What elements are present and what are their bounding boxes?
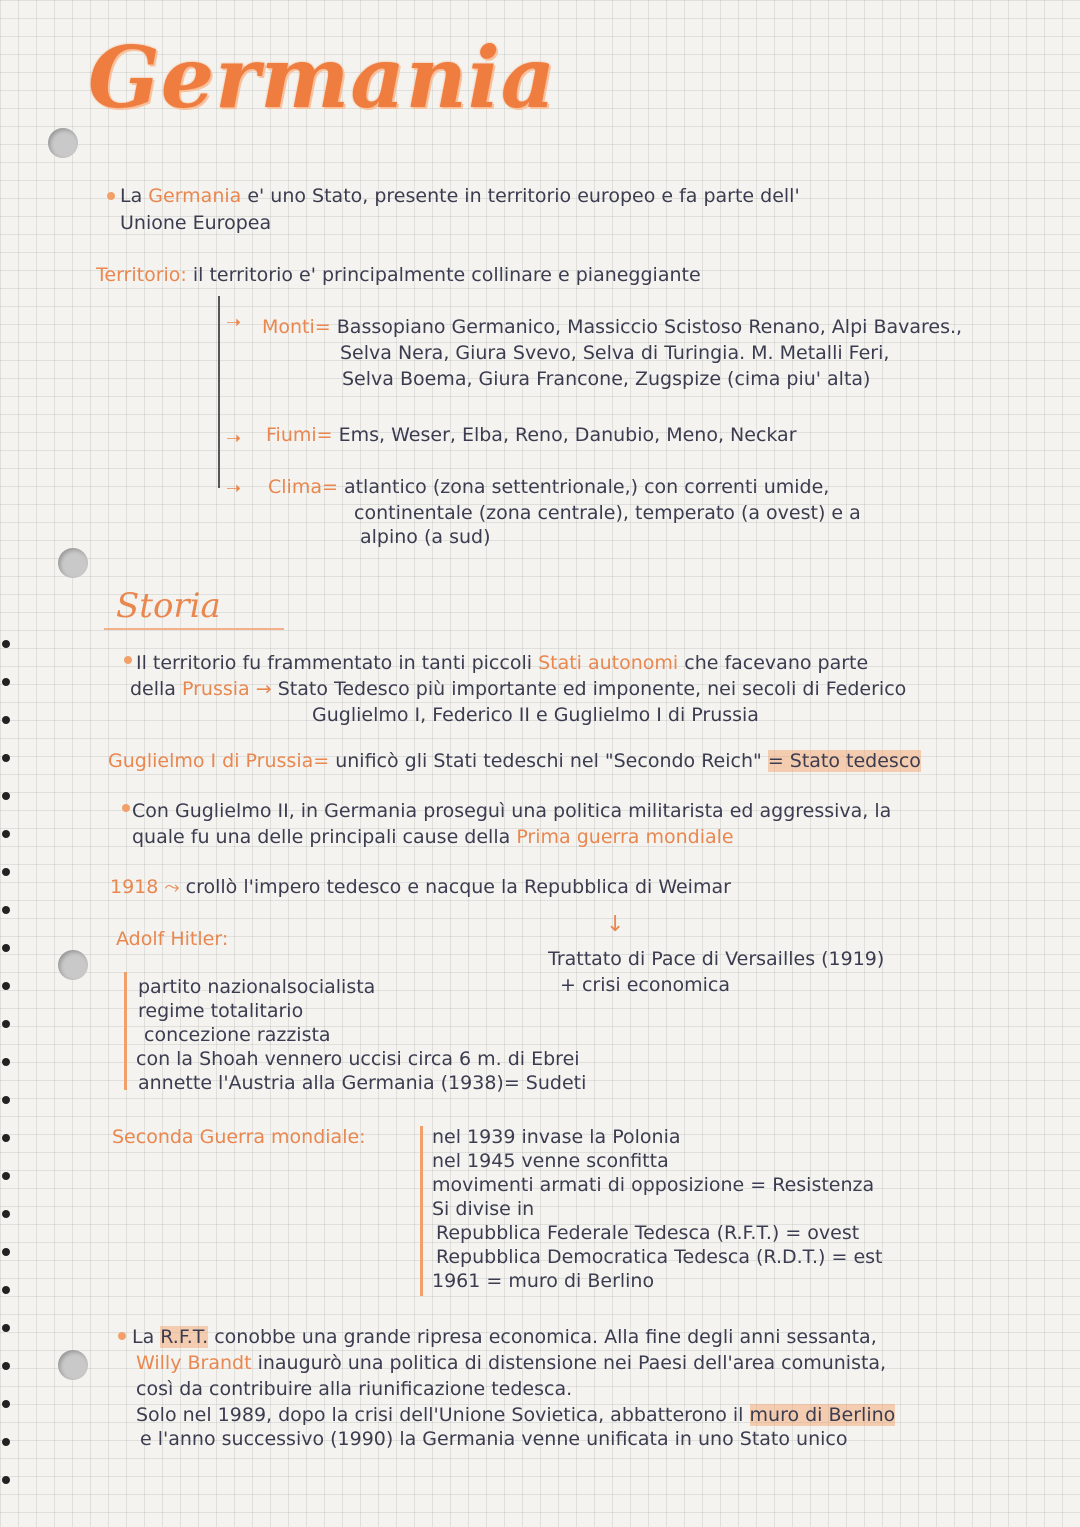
ww2-item: 1961 = muro di Berlino [432, 1270, 655, 1292]
storia-p1-line-1 [136, 652, 868, 674]
rft-line-3: così da contribuire alla riunificazione tedesca. [136, 1378, 573, 1400]
storia-p1-line-2 [130, 678, 906, 700]
willy-brandt: Willy Brandt [136, 1352, 252, 1374]
down-arrow-icon: ↓ [606, 912, 625, 937]
perforation-mark [2, 1324, 10, 1332]
ww2-label: Seconda Guerra mondiale: [112, 1126, 366, 1148]
perforation-mark [2, 1362, 10, 1370]
arrow-icon: ➝ [226, 478, 242, 499]
rft-line-1 [132, 1326, 877, 1348]
monti-line-2: Selva Nera, Giura Svevo, Selva di Turingia. M. Metalli Feri, [340, 342, 890, 364]
rft-abbr: R.F.T. [160, 1326, 209, 1348]
arrow-icon: ➝ [226, 428, 242, 449]
bullet [124, 656, 132, 664]
y1918-line [110, 876, 731, 898]
page-title: Germania [88, 28, 557, 127]
guglielmo-i-result: = Stato tedesco [767, 750, 921, 772]
territorio-line [96, 264, 701, 286]
storia-text: quale fu una delle principali cause della [132, 826, 511, 848]
muro-di-berlino: muro di Berlino [749, 1404, 896, 1426]
perforation-mark [2, 1172, 10, 1180]
guglielmo-i-label: Guglielmo I di Prussia= [108, 750, 330, 772]
clima-line-3: alpino (a sud) [360, 526, 491, 548]
guglielmo-i-text: unificò gli Stati tedeschi nel "Secondo Reich" [335, 750, 762, 772]
rft-line-5: e l'anno successivo (1990) la Germania venne unificata in uno Stato unico [140, 1428, 848, 1450]
perforation-mark [2, 678, 10, 686]
perforation-mark [2, 792, 10, 800]
fiumi-text: Ems, Weser, Elba, Reno, Danubio, Meno, Neckar [338, 424, 797, 446]
storia-text: della [130, 678, 176, 700]
rft-line-2 [136, 1352, 886, 1374]
perforation-mark [2, 1210, 10, 1218]
arrow-icon: → [255, 678, 272, 700]
perforation-mark [2, 1096, 10, 1104]
hitler-item: concezione razzista [144, 1024, 331, 1046]
perforation-mark [2, 1286, 10, 1294]
prussia: Prussia [182, 678, 250, 700]
bullet [118, 1332, 126, 1340]
bracket-line [218, 296, 220, 488]
perforation-mark [2, 982, 10, 990]
clima-label: Clima= [268, 476, 338, 498]
hitler-margin-line [124, 972, 127, 1090]
clima-text-1: atlantico (zona settentrionale,) con correnti umide, [343, 476, 830, 498]
intro-line-2: Unione Europea [120, 212, 272, 234]
rft-text: La [132, 1326, 155, 1348]
storia-p1-line-3: Guglielmo I, Federico II e Guglielmo I di Prussia [312, 704, 759, 726]
guglielmo-i-line [108, 750, 921, 772]
ww2-item: Si divise in [432, 1198, 535, 1220]
perforation-mark [2, 716, 10, 724]
year-1918: 1918 [110, 876, 159, 898]
perforation-mark [2, 1134, 10, 1142]
versailles-line-2: + crisi economica [560, 974, 731, 996]
hitler-item: partito nazionalsocialista [138, 976, 376, 998]
guglielmo-ii-line-1: Con Guglielmo II, in Germania proseguì una politica militarista ed aggressiva, la [132, 800, 892, 822]
binder-hole [58, 548, 88, 578]
storia-heading: Storia [116, 586, 221, 626]
rft-text: conobbe una grande ripresa economica. Alla fine degli anni sessanta, [214, 1326, 877, 1348]
perforation-mark [2, 830, 10, 838]
monti-label: Monti= [262, 316, 331, 338]
hitler-item: con la Shoah vennero uccisi circa 6 m. di Ebrei [136, 1048, 580, 1070]
prima-guerra-mondiale: Prima guerra mondiale [516, 826, 734, 848]
intro-germania: Germania [148, 185, 242, 207]
territorio-label: Territorio: [96, 264, 187, 286]
fiumi-label: Fiumi= [266, 424, 333, 446]
binder-hole [48, 128, 78, 158]
clima-line-2: continentale (zona centrale), temperato (a ovest) e a [354, 502, 861, 524]
perforation-mark [2, 868, 10, 876]
perforation-mark [2, 1438, 10, 1446]
perforation-mark [2, 1020, 10, 1028]
binder-hole [58, 950, 88, 980]
territorio-text: il territorio e' principalmente collinare e pianeggiante [192, 264, 701, 286]
perforation-mark [2, 1248, 10, 1256]
perforation-mark [2, 906, 10, 914]
perforation-mark [2, 640, 10, 648]
arrow-icon: ⤳ [164, 876, 180, 898]
perforation-mark [2, 1400, 10, 1408]
binder-hole [58, 1350, 88, 1380]
heading-underline [104, 628, 284, 630]
intro-word: La [120, 185, 143, 207]
bullet [122, 804, 130, 812]
ww2-item: nel 1945 venne sconfitta [432, 1150, 669, 1172]
storia-text: che facevano parte [684, 652, 869, 674]
versailles-line-1: Trattato di Pace di Versailles (1919) [548, 948, 885, 970]
hitler-item: annette l'Austria alla Germania (1938)= Sudeti [138, 1072, 587, 1094]
monti-text-1: Bassopiano Germanico, Massiccio Scistoso Renano, Alpi Bavares., [336, 316, 963, 338]
bullet [107, 192, 115, 200]
y1918-text: crollò l'impero tedesco e nacque la Repubblica di Weimar [185, 876, 731, 898]
intro-text: e' uno Stato, presente in territorio europeo e fa parte dell' [247, 185, 800, 207]
storia-text: Il territorio fu frammentato in tanti piccoli [136, 652, 533, 674]
ww2-item: Repubblica Democratica Tedesca (R.D.T.) = est [436, 1246, 883, 1268]
hitler-label: Adolf Hitler: [116, 928, 229, 950]
perforation-mark [2, 1476, 10, 1484]
stati-autonomi: Stati autonomi [538, 652, 679, 674]
perforation-mark [2, 754, 10, 762]
monti-line-1 [262, 316, 962, 338]
ww2-item: Repubblica Federale Tedesca (R.F.T.) = ovest [436, 1222, 860, 1244]
ww2-margin-line [420, 1126, 423, 1296]
perforation-mark [2, 1058, 10, 1066]
intro-line-1 [120, 185, 800, 207]
monti-line-3: Selva Boema, Giura Francone, Zugspize (cima piu' alta) [342, 368, 871, 390]
rft-text: Solo nel 1989, dopo la crisi dell'Unione Sovietica, abbatterono il [136, 1404, 744, 1426]
hitler-item: regime totalitario [138, 1000, 304, 1022]
ww2-item: movimenti armati di opposizione = Resistenza [432, 1174, 875, 1196]
fiumi-line [266, 424, 797, 446]
guglielmo-ii-line-2 [132, 826, 734, 848]
arrow-icon: ➝ [226, 312, 242, 333]
rft-text: inaugurò una politica di distensione nei Paesi dell'area comunista, [257, 1352, 887, 1374]
storia-text: Stato Tedesco più importante ed imponente, nei secoli di Federico [277, 678, 907, 700]
rft-line-4 [136, 1404, 895, 1426]
ww2-item: nel 1939 invase la Polonia [432, 1126, 681, 1148]
perforation-mark [2, 944, 10, 952]
clima-line-1 [268, 476, 829, 498]
